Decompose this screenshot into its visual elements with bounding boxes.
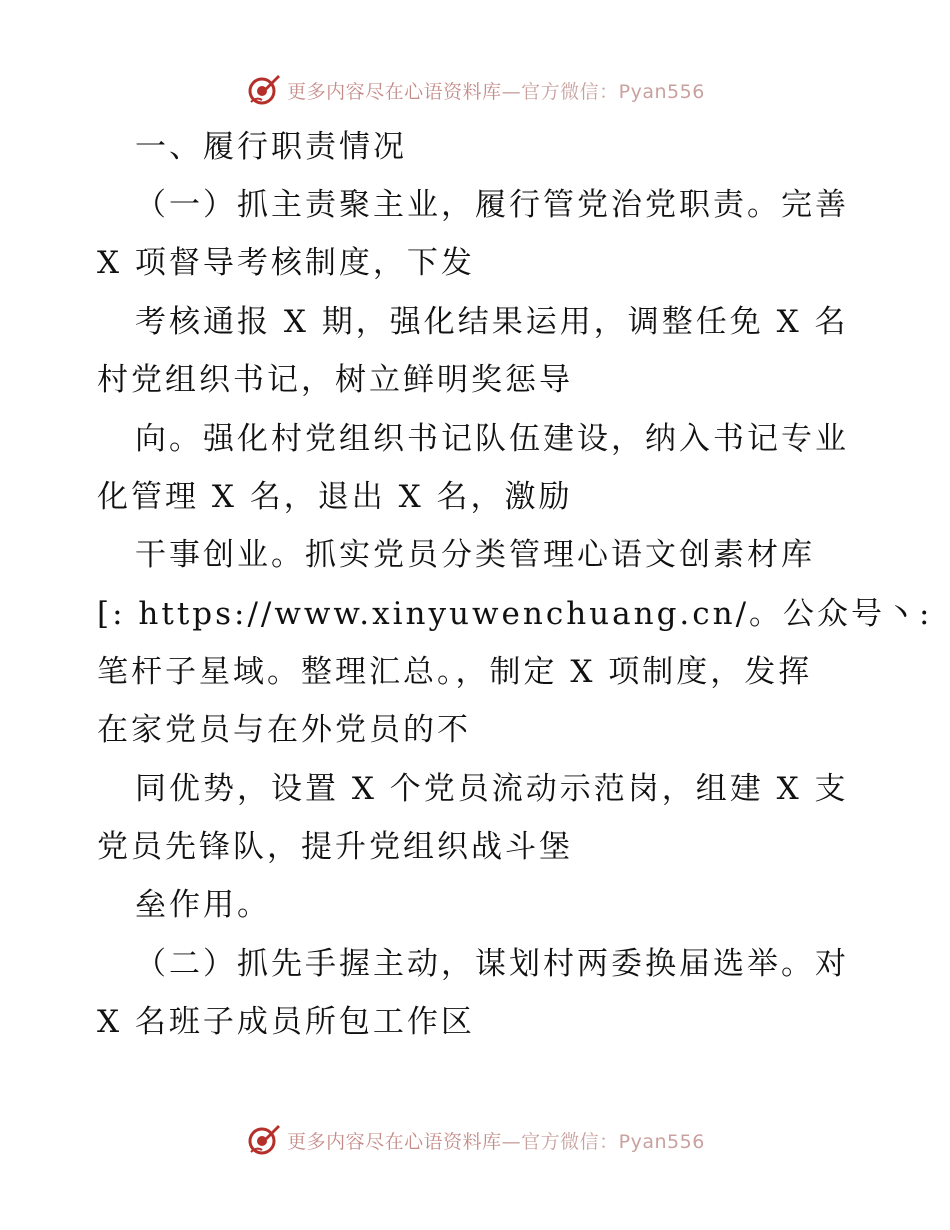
logo-icon [245, 72, 281, 108]
banner-brand: 更多内容尽在心语资料库 [287, 80, 502, 103]
paragraph-line: 化管理 X 名，退出 X 名，激励 [97, 479, 573, 515]
paragraph-line: [: https://www.xinyuwenchuang.cn/。公众号丶: [97, 596, 933, 632]
paragraph-line: （一）抓主责聚主业，履行管党治党职责。完善 [135, 187, 849, 223]
paragraph-line: 村党组织书记，树立鲜明奖惩导 [97, 362, 573, 398]
banner-separator: — [501, 80, 522, 103]
banner-text [287, 1127, 705, 1154]
section-heading: 一、履行职责情况 [135, 129, 407, 165]
banner-wechat: 官方微信：Pyan556 [521, 1130, 705, 1153]
paragraph-line: 在家党员与在外党员的不 [97, 712, 471, 748]
paragraph-line: 考核通报 X 期，强化结果运用，调整任免 X 名 [135, 304, 849, 340]
paragraph-line: 同优势，设置 X 个党员流动示范岗，组建 X 支 [135, 771, 849, 807]
banner-wechat: 官方微信：Pyan556 [521, 80, 705, 103]
banner-text [287, 77, 705, 104]
paragraph-line: 垒作用。 [135, 887, 271, 923]
banner-brand: 更多内容尽在心语资料库 [287, 1130, 502, 1153]
logo-icon [245, 1122, 281, 1158]
paragraph-line: 笔杆子星域。整理汇总。，制定 X 项制度，发挥 [97, 654, 813, 690]
paragraph-line: 干事创业。抓实党员分类管理心语文创素材库 [135, 537, 815, 573]
banner-separator: — [501, 1130, 522, 1153]
paragraph-line: 党员先锋队，提升党组织战斗堡 [97, 829, 573, 865]
paragraph-line: （二）抓先手握主动，谋划村两委换届选举。对 [135, 946, 849, 982]
paragraph-line: X 名班子成员所包工作区 [97, 1004, 475, 1040]
header-banner [0, 70, 950, 110]
paragraph-line: X 项督导考核制度，下发 [97, 245, 475, 281]
paragraph-line: 向。强化村党组织书记队伍建设，纳入书记专业 [135, 421, 849, 457]
footer-banner [0, 1120, 950, 1160]
